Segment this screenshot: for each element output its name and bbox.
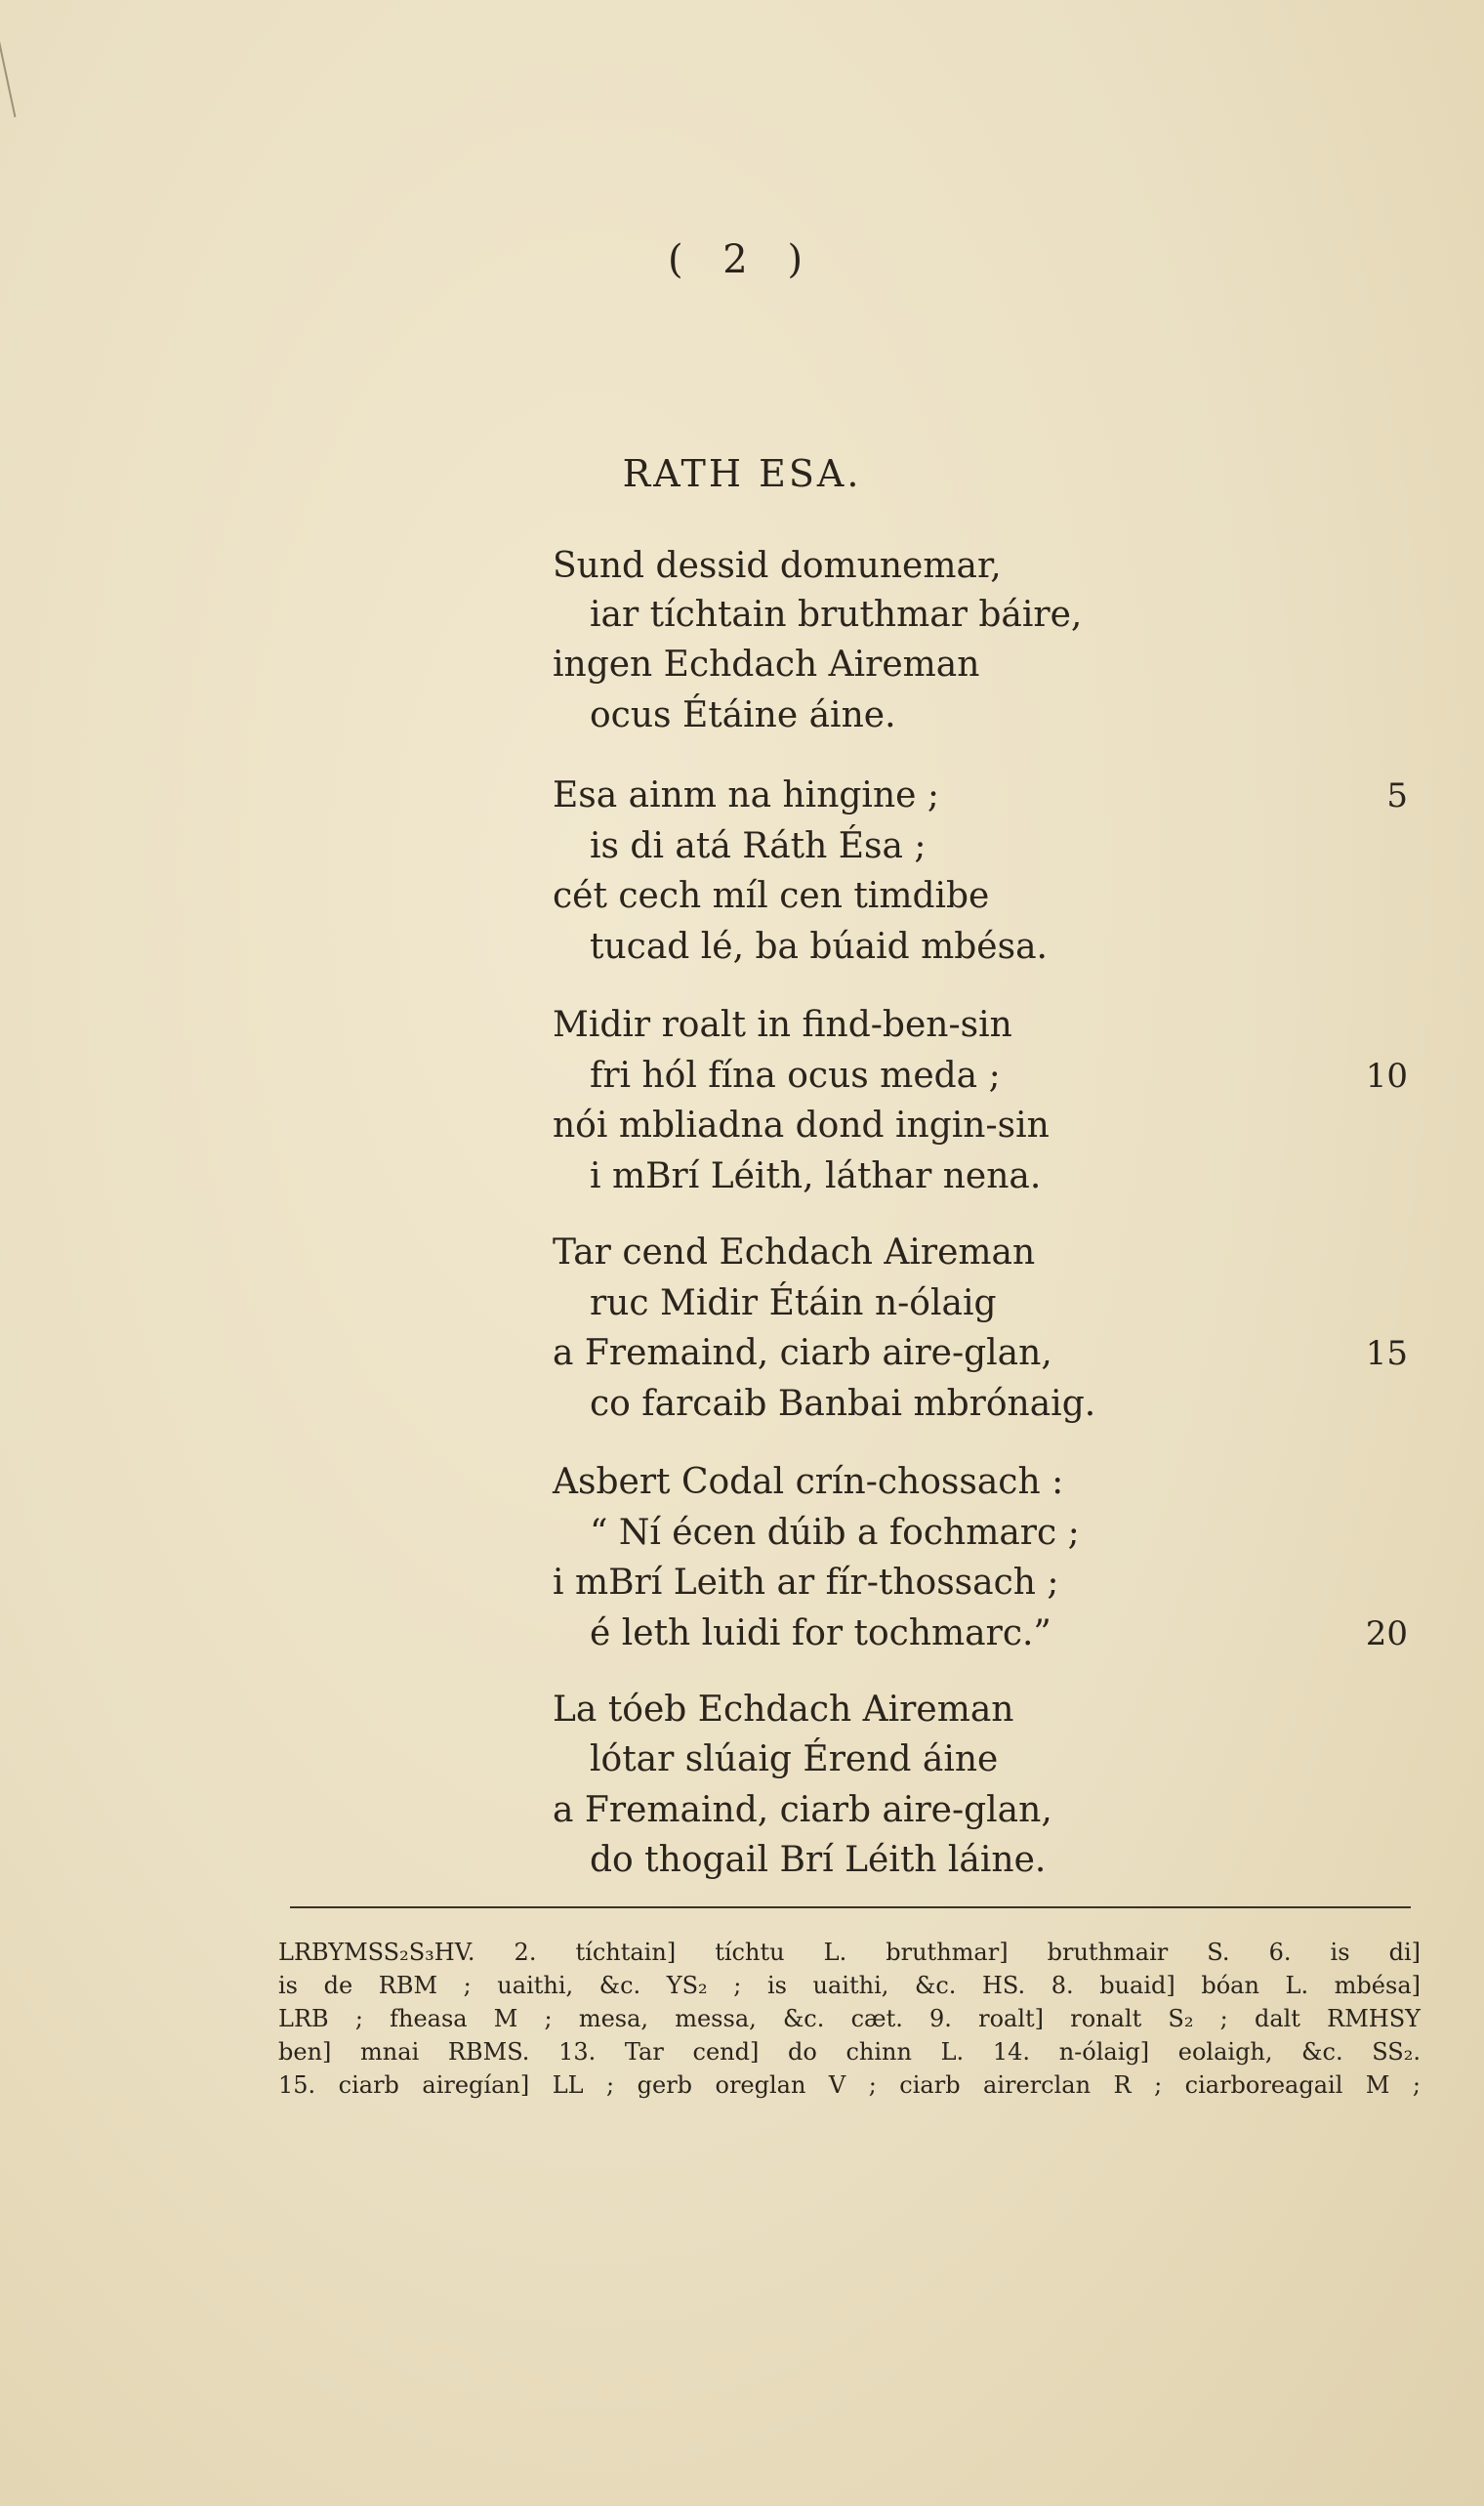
poem-line: Sund dessid domunemar, (553, 546, 1002, 586)
poem-line: co farcaib Banbai mbrónaig. (590, 1384, 1096, 1424)
poem-line: Tar cend Echdach Aireman (553, 1232, 1036, 1273)
poem-line: i mBrí Leith ar fír-thossach ; (553, 1563, 1059, 1603)
line-number: 5 (1386, 776, 1408, 815)
poem-line: ingen Echdach Aireman (553, 645, 980, 685)
poem-line: “ Ní écen dúib a fochmarc ; (590, 1513, 1080, 1553)
poem-title: RATH ESA. (622, 452, 862, 495)
poem-line: é leth luidi for tochmarc.” (590, 1613, 1051, 1653)
apparatus-line: ben] mnai RBMS. 13. Tar cend] do chinn L. 14. n-ólaig] eolaigh, &c. SS₂. (278, 2038, 1421, 2066)
apparatus-line: 15. ciarb airegían] LL ; gerb oreglan V ; ciarb airerclan R ; ciarboreagail M ; (278, 2071, 1421, 2099)
line-number: 15 (1365, 1334, 1408, 1373)
page-edge-mark (0, 20, 25, 117)
poem-line: iar tíchtain bruthmar báire, (590, 595, 1083, 635)
poem-line: Asbert Codal crín-chossach : (553, 1462, 1064, 1502)
line-number: 20 (1365, 1614, 1408, 1653)
poem-line: is di atá Ráth Ésa ; (590, 826, 927, 866)
poem-line: Midir roalt in find-ben-sin (553, 1005, 1012, 1045)
poem-line: ocus Étáine áine. (590, 695, 896, 735)
apparatus-line: is de RBM ; uaithi, &c. YS₂ ; is uaithi, &c. HS. 8. buaid] bóan L. mbésa] (278, 1972, 1421, 1999)
apparatus-line: LRB ; fheasa M ; mesa, messa, &c. cæt. 9. roalt] ronalt S₂ ; dalt RMHSY (278, 2005, 1421, 2032)
poem-line: fri hól fína ocus meda ; (590, 1056, 1001, 1096)
apparatus-line: LRBYMSS₂S₃HV. 2. tíchtain] tíchtu L. bruthmar] bruthmair S. 6. is di] (278, 1939, 1421, 1966)
poem-line: Esa ainm na hingine ; (553, 775, 939, 815)
poem-line: do thogail Brí Léith láine. (590, 1840, 1047, 1880)
footnote-divider (290, 1906, 1411, 1908)
poem-line: nói mbliadna dond ingin-sin (553, 1106, 1050, 1146)
page-number: ( 2 ) (667, 237, 817, 282)
poem-line: La tóeb Echdach Aireman (553, 1690, 1014, 1730)
poem-line: lótar slúaig Érend áine (590, 1739, 999, 1779)
poem-line: cét cech míl cen timdibe (553, 876, 990, 916)
poem-line: a Fremaind, ciarb aire-glan, (553, 1790, 1052, 1830)
poem-line: ruc Midir Étáin n-ólaig (590, 1283, 997, 1323)
critical-apparatus (278, 1936, 1421, 2102)
poem-line: tucad lé, ba búaid mbésa. (590, 927, 1048, 967)
poem-line: a Fremaind, ciarb aire-glan, (553, 1333, 1052, 1373)
poem-line: i mBrí Léith, láthar nena. (590, 1156, 1042, 1196)
line-number: 10 (1365, 1057, 1408, 1096)
